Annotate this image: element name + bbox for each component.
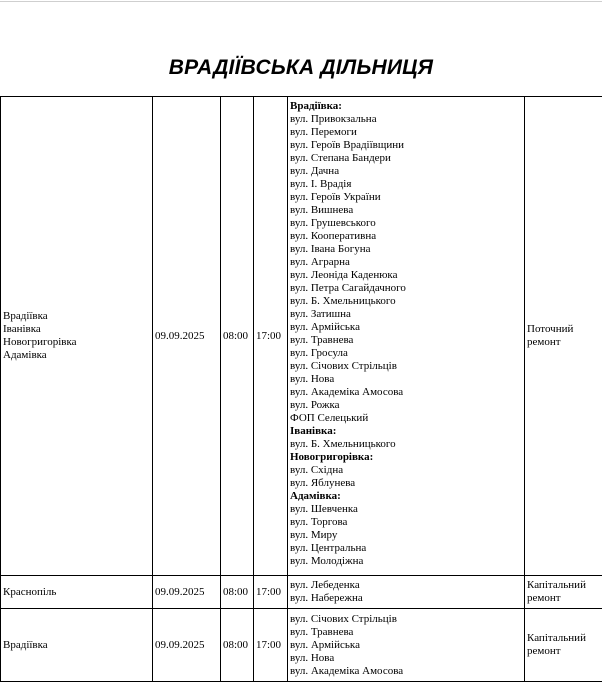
street-name: вул. Аграрна [290,256,350,268]
street-name: вул. Нова [290,373,335,385]
settlement-heading: Новогригорівка: [290,451,374,463]
settlement-name: Врадіївка [3,638,48,651]
street-name: вул. Миру [290,529,338,541]
repair-type-text: Поточний [527,323,574,335]
street-name: вул. Травнева [290,625,354,638]
outage-schedule-table [0,96,602,682]
street-name: вул. Перемоги [290,126,357,138]
top-divider [0,1,602,2]
repair-type-text: Капітальний [527,579,586,591]
streets-cell [288,97,525,576]
street-name: вул. Героїв Врадіївщини [290,139,404,151]
table-row [1,609,602,682]
street-name: вул. Степана Бандери [290,152,391,164]
street-name: вул. Молодіжна [290,555,364,567]
start-time-cell: 08:00 [221,97,254,576]
date-cell: 09.09.2025 [153,609,221,682]
street-name: вул. Дачна [290,165,340,177]
repair-type-cell [525,97,602,576]
street-name: вул. Героїв України [290,191,381,203]
table-row [1,576,602,609]
street-name: вул. Армійська [290,638,360,651]
street-name: вул. Грушевського [290,217,376,229]
end-time-cell: 17:00 [254,576,288,609]
street-name: ФОП Селецький [290,412,369,424]
street-name: вул. Б. Хмельницького [290,295,396,307]
street-name: вул. Привокзальна [290,113,377,125]
street-name: вул. Шевченка [290,503,358,515]
repair-type-cell [525,576,602,609]
table-row [1,97,602,576]
settlements-cell [1,576,153,609]
streets-cell [288,609,525,682]
settlement-heading: Врадіївка: [290,100,342,112]
street-name: вул. Січових Стрільців [290,360,397,372]
street-name: вул. Армійська [290,321,360,333]
repair-type-text: ремонт [527,336,561,348]
settlement-name: Іванівка [3,323,41,335]
street-name: вул. Нова [290,651,335,664]
street-name: вул. Січових Стрільців [290,612,397,625]
settlements-cell [1,609,153,682]
street-name: вул. Торгова [290,516,348,528]
settlement-name: Краснопіль [3,585,57,598]
repair-type-cell [525,609,602,682]
street-name: вул. Яблунева [290,477,356,489]
street-name: вул. Травнева [290,334,354,346]
settlement-heading: Іванівка: [290,425,337,437]
street-name: вул. Академіка Амосова [290,664,404,677]
start-time-cell: 08:00 [221,609,254,682]
street-name: вул. Академіка Амосова [290,386,404,398]
street-name: вул. Вишнева [290,204,354,216]
settlements-cell [1,97,153,576]
street-name: вул. Рожка [290,399,340,411]
end-time-cell: 17:00 [254,609,288,682]
table-body [1,97,602,682]
date-cell: 09.09.2025 [153,576,221,609]
street-name: вул. Лебеденка [290,579,360,591]
street-name: вул. Івана Богуна [290,243,371,255]
settlement-name: Адамівка [3,349,47,361]
settlement-heading: Адамівка: [290,490,341,502]
settlement-name: Врадіївка [3,310,48,322]
street-name: вул. Кооперативна [290,230,377,242]
street-name: вул. Східна [290,464,344,476]
repair-type-text: Капітальний [527,632,586,644]
page-title: ВРАДІЇВСЬКА ДІЛЬНИЦЯ [168,56,434,79]
street-name: вул. Гросула [290,347,348,359]
street-name: вул. Центральна [290,542,367,554]
end-time-cell: 17:00 [254,97,288,576]
street-name: вул. Затишна [290,308,351,320]
street-name: вул. Б. Хмельницького [290,438,396,450]
street-name: вул. Набережна [290,592,363,604]
start-time-cell: 08:00 [221,576,254,609]
street-name: вул. Петра Сагайдачного [290,282,406,294]
street-name: вул. І. Врадія [290,178,352,190]
date-cell: 09.09.2025 [153,97,221,576]
repair-type-text: ремонт [527,592,561,604]
settlement-name: Новогригорівка [3,336,77,348]
street-name: вул. Леоніда Каденюка [290,269,398,281]
repair-type-text: ремонт [527,645,561,657]
streets-cell [288,576,525,609]
